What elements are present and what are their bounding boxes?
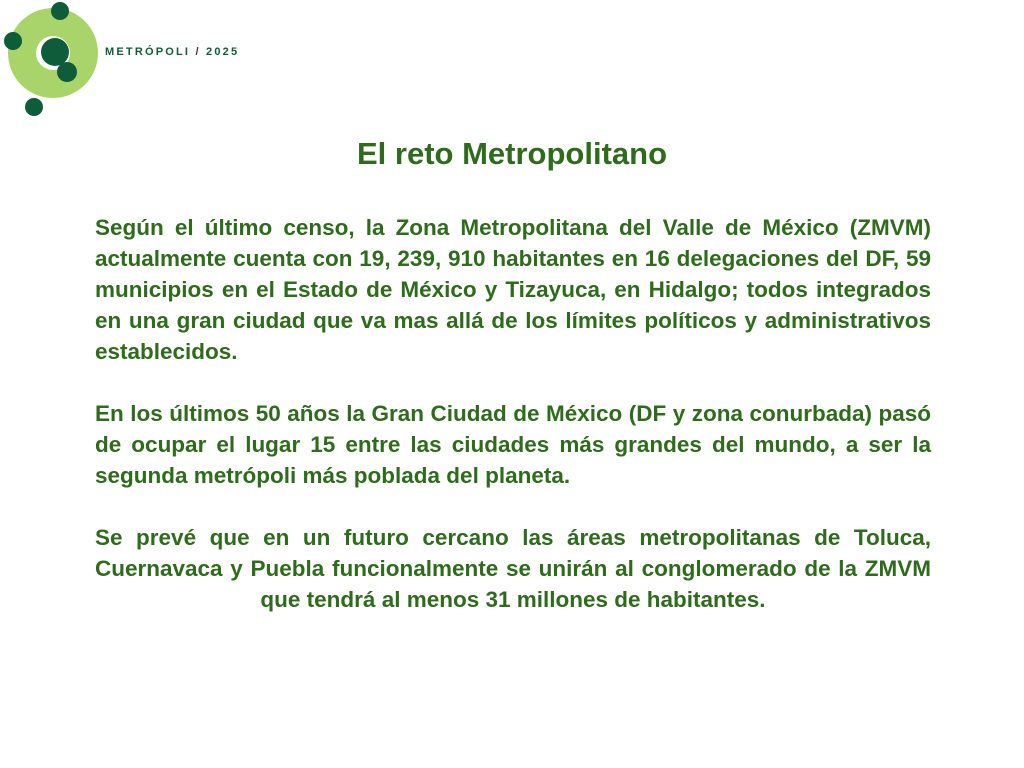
- logo-bottom-dot: [25, 98, 43, 116]
- slide-title: El reto Metropolitano: [357, 136, 667, 171]
- slide-body: [95, 212, 931, 646]
- paragraph-forecast: Se prevé que en un futuro cercano las áreas metropolitanas de Toluca, Cuernavaca y Puebla funcionalmente se unirán al conglomerado de la ZMVM que tendrá al menos 31 millones de habitantes.: [95, 525, 931, 612]
- brand-separator: /: [195, 46, 201, 58]
- logo-left-dot: [4, 32, 22, 50]
- metropoli-logo-icon: [0, 0, 110, 125]
- brand-name: METRÓPOLI: [105, 46, 191, 58]
- logo-center-dot: [41, 38, 69, 66]
- paragraph-growth: En los últimos 50 años la Gran Ciudad de México (DF y zona conurbada) pasó de ocupar el lugar 15 entre las ciudades más grandes del mundo, a ser la segunda metrópoli más poblada del planeta.: [95, 401, 931, 488]
- paragraph-census: Según el último censo, la Zona Metropolitana del Valle de México (ZMVM) actualmente cuenta con 19, 239, 910 habitantes en 16 delegaciones del DF, 59 municipios en el Estado de México y Tizayuca, en Hidalgo; todos integrados en una gran ciudad que va mas allá de los límites políticos y administrativos establecidos.: [95, 215, 931, 364]
- logo-right-dot: [57, 62, 77, 82]
- brand-year: 2025: [206, 46, 240, 58]
- brand-label: [105, 46, 239, 58]
- logo-top-dot: [51, 2, 69, 20]
